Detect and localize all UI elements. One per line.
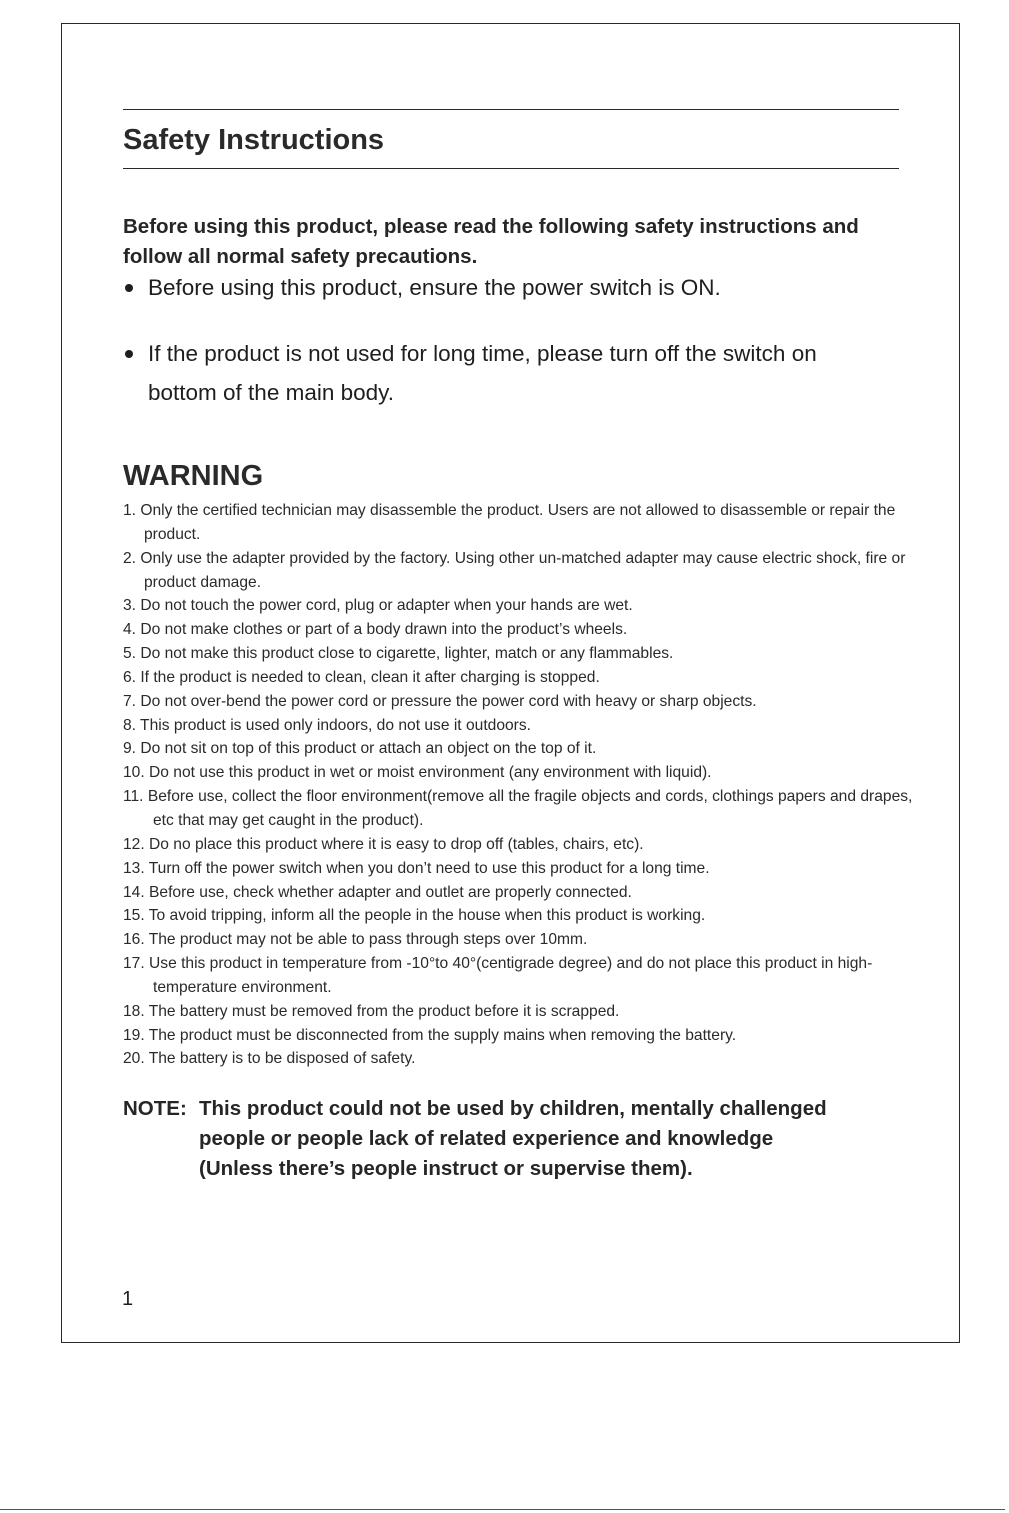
- warning-item: 2. Only use the adapter provided by the factory. Using other un-matched adapter may cause electric shock, fire or product damage.: [123, 549, 906, 591]
- title-top-rule: [123, 109, 899, 110]
- warning-list: [123, 499, 923, 1071]
- warning-item: 6. If the product is needed to clean, clean it after charging is stopped.: [123, 668, 600, 686]
- warning-item: 1. Only the certified technician may disassemble the product. Users are not allowed to disassemble or repair the product.: [123, 502, 896, 543]
- warning-item: 5. Do not make this product close to cigarette, lighter, match or any flammables.: [123, 645, 674, 663]
- warning-item: 16. The product may not be able to pass through steps over 10mm.: [123, 931, 588, 949]
- bullet-text: Before using this product, ensure the power switch is ON.: [148, 275, 721, 300]
- warning-item: 19. The product must be disconnected from the supply mains when removing the battery.: [123, 1026, 737, 1044]
- warning-item: 7. Do not over-bend the power cord or pressure the power cord with heavy or sharp objects.: [123, 692, 757, 710]
- note-label: NOTE:: [123, 1097, 187, 1120]
- warning-item: 3. Do not touch the power cord, plug or adapter when your hands are wet.: [123, 597, 633, 615]
- bullet-dot-icon: [125, 350, 133, 358]
- warning-item: 11. Before use, collect the floor environment(remove all the fragile objects and cords, clothings papers and drapes, etc that may get caught in the product).: [123, 788, 913, 829]
- page-number: 1: [122, 1288, 134, 1310]
- warning-item: 18. The battery must be removed from the product before it is scrapped.: [123, 1002, 620, 1020]
- warning-item: 20. The battery is to be disposed of safety.: [123, 1050, 416, 1068]
- warning-item: 10. Do not use this product in wet or moist environment (any environment with liquid).: [123, 764, 712, 782]
- warning-item: 17. Use this product in temperature from -10°to 40°(centigrade degree) and do not place this product in high-temperature environment.: [123, 955, 873, 996]
- warning-item: 12. Do no place this product where it is easy to drop off (tables, chairs, etc).: [123, 835, 644, 853]
- warning-item: 9. Do not sit on top of this product or attach an object on the top of it.: [123, 740, 597, 758]
- warning-title: WARNING: [123, 460, 264, 492]
- bullet-text: If the product is not used for long time, please turn off the switch on bottom of the main body.: [148, 341, 817, 405]
- warning-item: 15. To avoid tripping, inform all the people in the house when this product is working.: [123, 907, 706, 925]
- page-bottom-rule: [0, 1509, 1005, 1510]
- warning-item: 8. This product is used only indoors, do not use it outdoors.: [123, 716, 531, 734]
- title-bottom-rule: [123, 168, 899, 169]
- note-text: This product could not be used by children, mentally challenged people or people lack of related experience and knowledge (Unless there’s people instruct or supervise them).: [199, 1097, 827, 1180]
- page-title: Safety Instructions: [123, 124, 385, 156]
- bullet-dot-icon: [125, 284, 133, 292]
- intro-text: Before using this product, please read the following safety instructions and follow all normal safety precautions.: [123, 215, 859, 268]
- warning-item: 4. Do not make clothes or part of a body drawn into the product’s wheels.: [123, 621, 628, 639]
- warning-item: 13. Turn off the power switch when you don’t need to use this product for a long time.: [123, 859, 710, 877]
- warning-item: 14. Before use, check whether adapter and outlet are properly connected.: [123, 883, 632, 901]
